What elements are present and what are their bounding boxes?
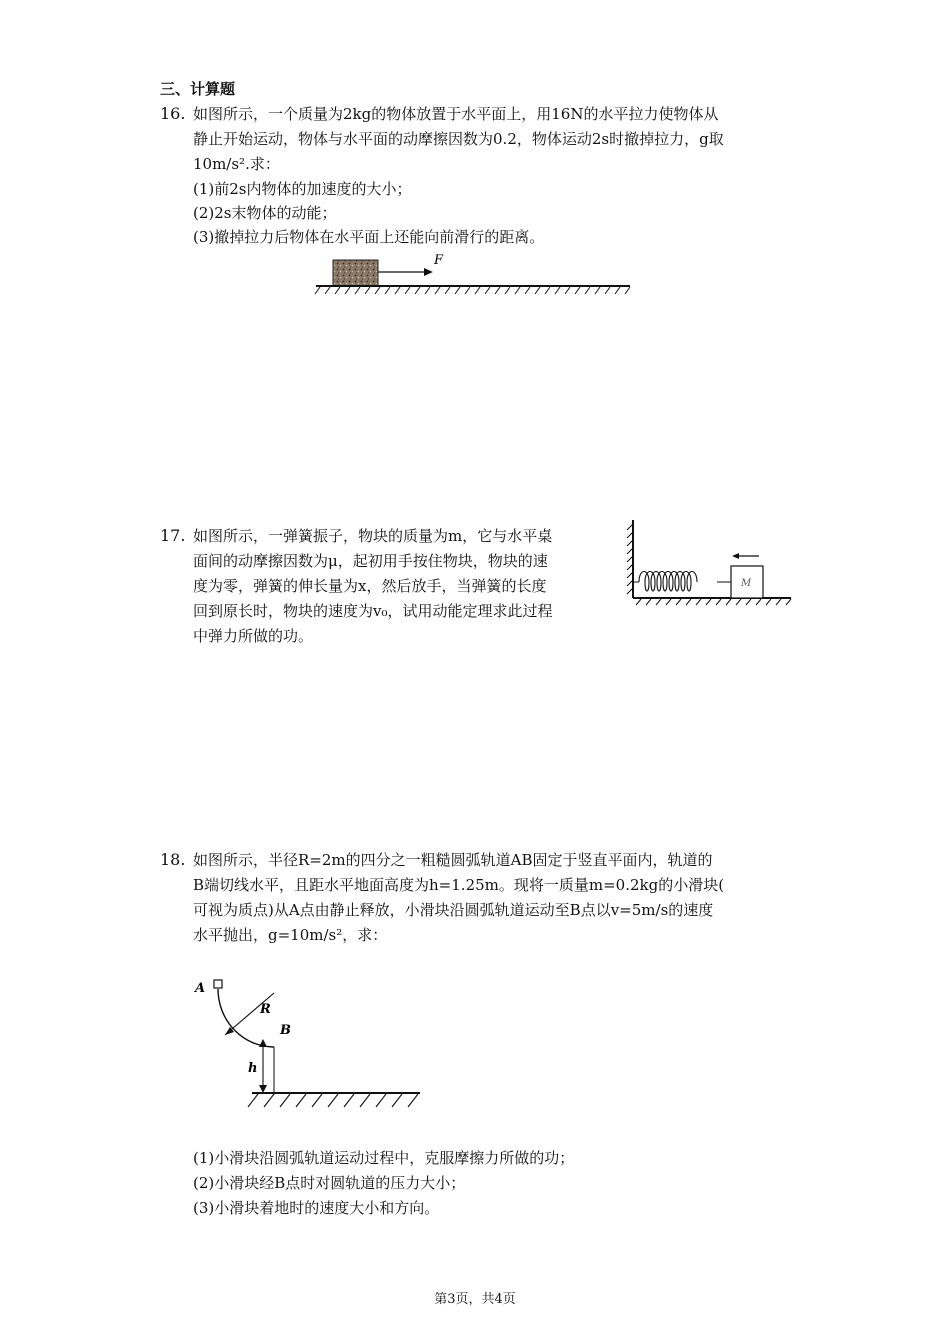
- q16-figure: [312, 250, 634, 300]
- q16-number: 16.: [160, 104, 186, 123]
- q16-sub: (2)2s末物体的动能；: [193, 204, 337, 222]
- arc-track: [218, 989, 274, 1047]
- q17-line: 中弹力所做的功。: [193, 627, 314, 645]
- h-arrow-bottom: [259, 1085, 267, 1093]
- q18-sub: (2)小滑块经B点时对圆轨道的压力大小；: [193, 1174, 466, 1192]
- label-h: h: [248, 1061, 258, 1076]
- label-a: A: [195, 981, 206, 996]
- spring: [639, 572, 697, 592]
- q18-sub: (3)小滑块着地时的速度大小和方向。: [193, 1199, 440, 1217]
- q16-line: 如图所示，一个质量为2kg的物体放置于水平面上，用16N的水平拉力使物体从: [193, 105, 719, 123]
- q17-line: 回到原长时，物块的速度为v₀，试用动能定理求此过程: [193, 602, 553, 620]
- floor-hatch: [636, 599, 791, 605]
- q17-line: 面间的动摩擦因数为μ，起初用手按住物块，物块的速: [193, 552, 548, 570]
- q17-line: 如图所示，一弹簧振子，物块的质量为m，它与水平桌: [193, 527, 553, 545]
- q18-line: 可视为质点)从A点由静止释放，小滑块沿圆弧轨道运动至B点以v=5m/s的速度: [193, 901, 714, 919]
- q16-line: 10m/s².求：: [193, 155, 280, 173]
- ground-hatch: [315, 287, 630, 294]
- h-arrow-top: [259, 1039, 267, 1047]
- q17-figure: [625, 518, 795, 610]
- q16-sub: (1)前2s内物体的加速度的大小；: [193, 180, 412, 198]
- slider-block: [214, 980, 222, 988]
- label-r: R: [260, 1002, 271, 1017]
- q18-line: 如图所示，半径R=2m的四分之一粗糙圆弧轨道AB固定于竖直平面内，轨道的: [193, 851, 713, 869]
- q18-line: 水平抛出，g=10m/s²，求：: [193, 926, 388, 944]
- q17-line: 度为零，弹簧的伸长量为x，然后放手，当弹簧的长度: [193, 577, 547, 595]
- motion-arrow: [732, 553, 739, 559]
- block-label: M: [741, 578, 752, 589]
- q18-number: 18.: [160, 850, 186, 869]
- q17-number: 17.: [160, 526, 186, 545]
- q18-line: B端切线水平，且距水平地面高度为h=1.25m。现将一质量m=0.2kg的小滑块(: [193, 876, 725, 894]
- page-footer: 第3页，共4页: [434, 1292, 516, 1307]
- label-b: B: [280, 1023, 291, 1038]
- section-title: 三、计算题: [160, 80, 236, 98]
- q16-line: 静止开始运动，物体与水平面的动摩擦因数为0.2，物体运动2s时撤掉拉力，g取: [193, 130, 724, 148]
- ground-hatch: [248, 1094, 418, 1107]
- q16-sub: (3)撤掉拉力后物体在水平面上还能向前滑行的距离。: [193, 228, 545, 246]
- arrow-head: [424, 268, 433, 276]
- q18-figure: [190, 975, 430, 1115]
- block: [333, 260, 378, 286]
- force-label: F: [434, 253, 444, 268]
- q18-sub: (1)小滑块沿圆弧轨道运动过程中，克服摩擦力所做的功；: [193, 1149, 575, 1167]
